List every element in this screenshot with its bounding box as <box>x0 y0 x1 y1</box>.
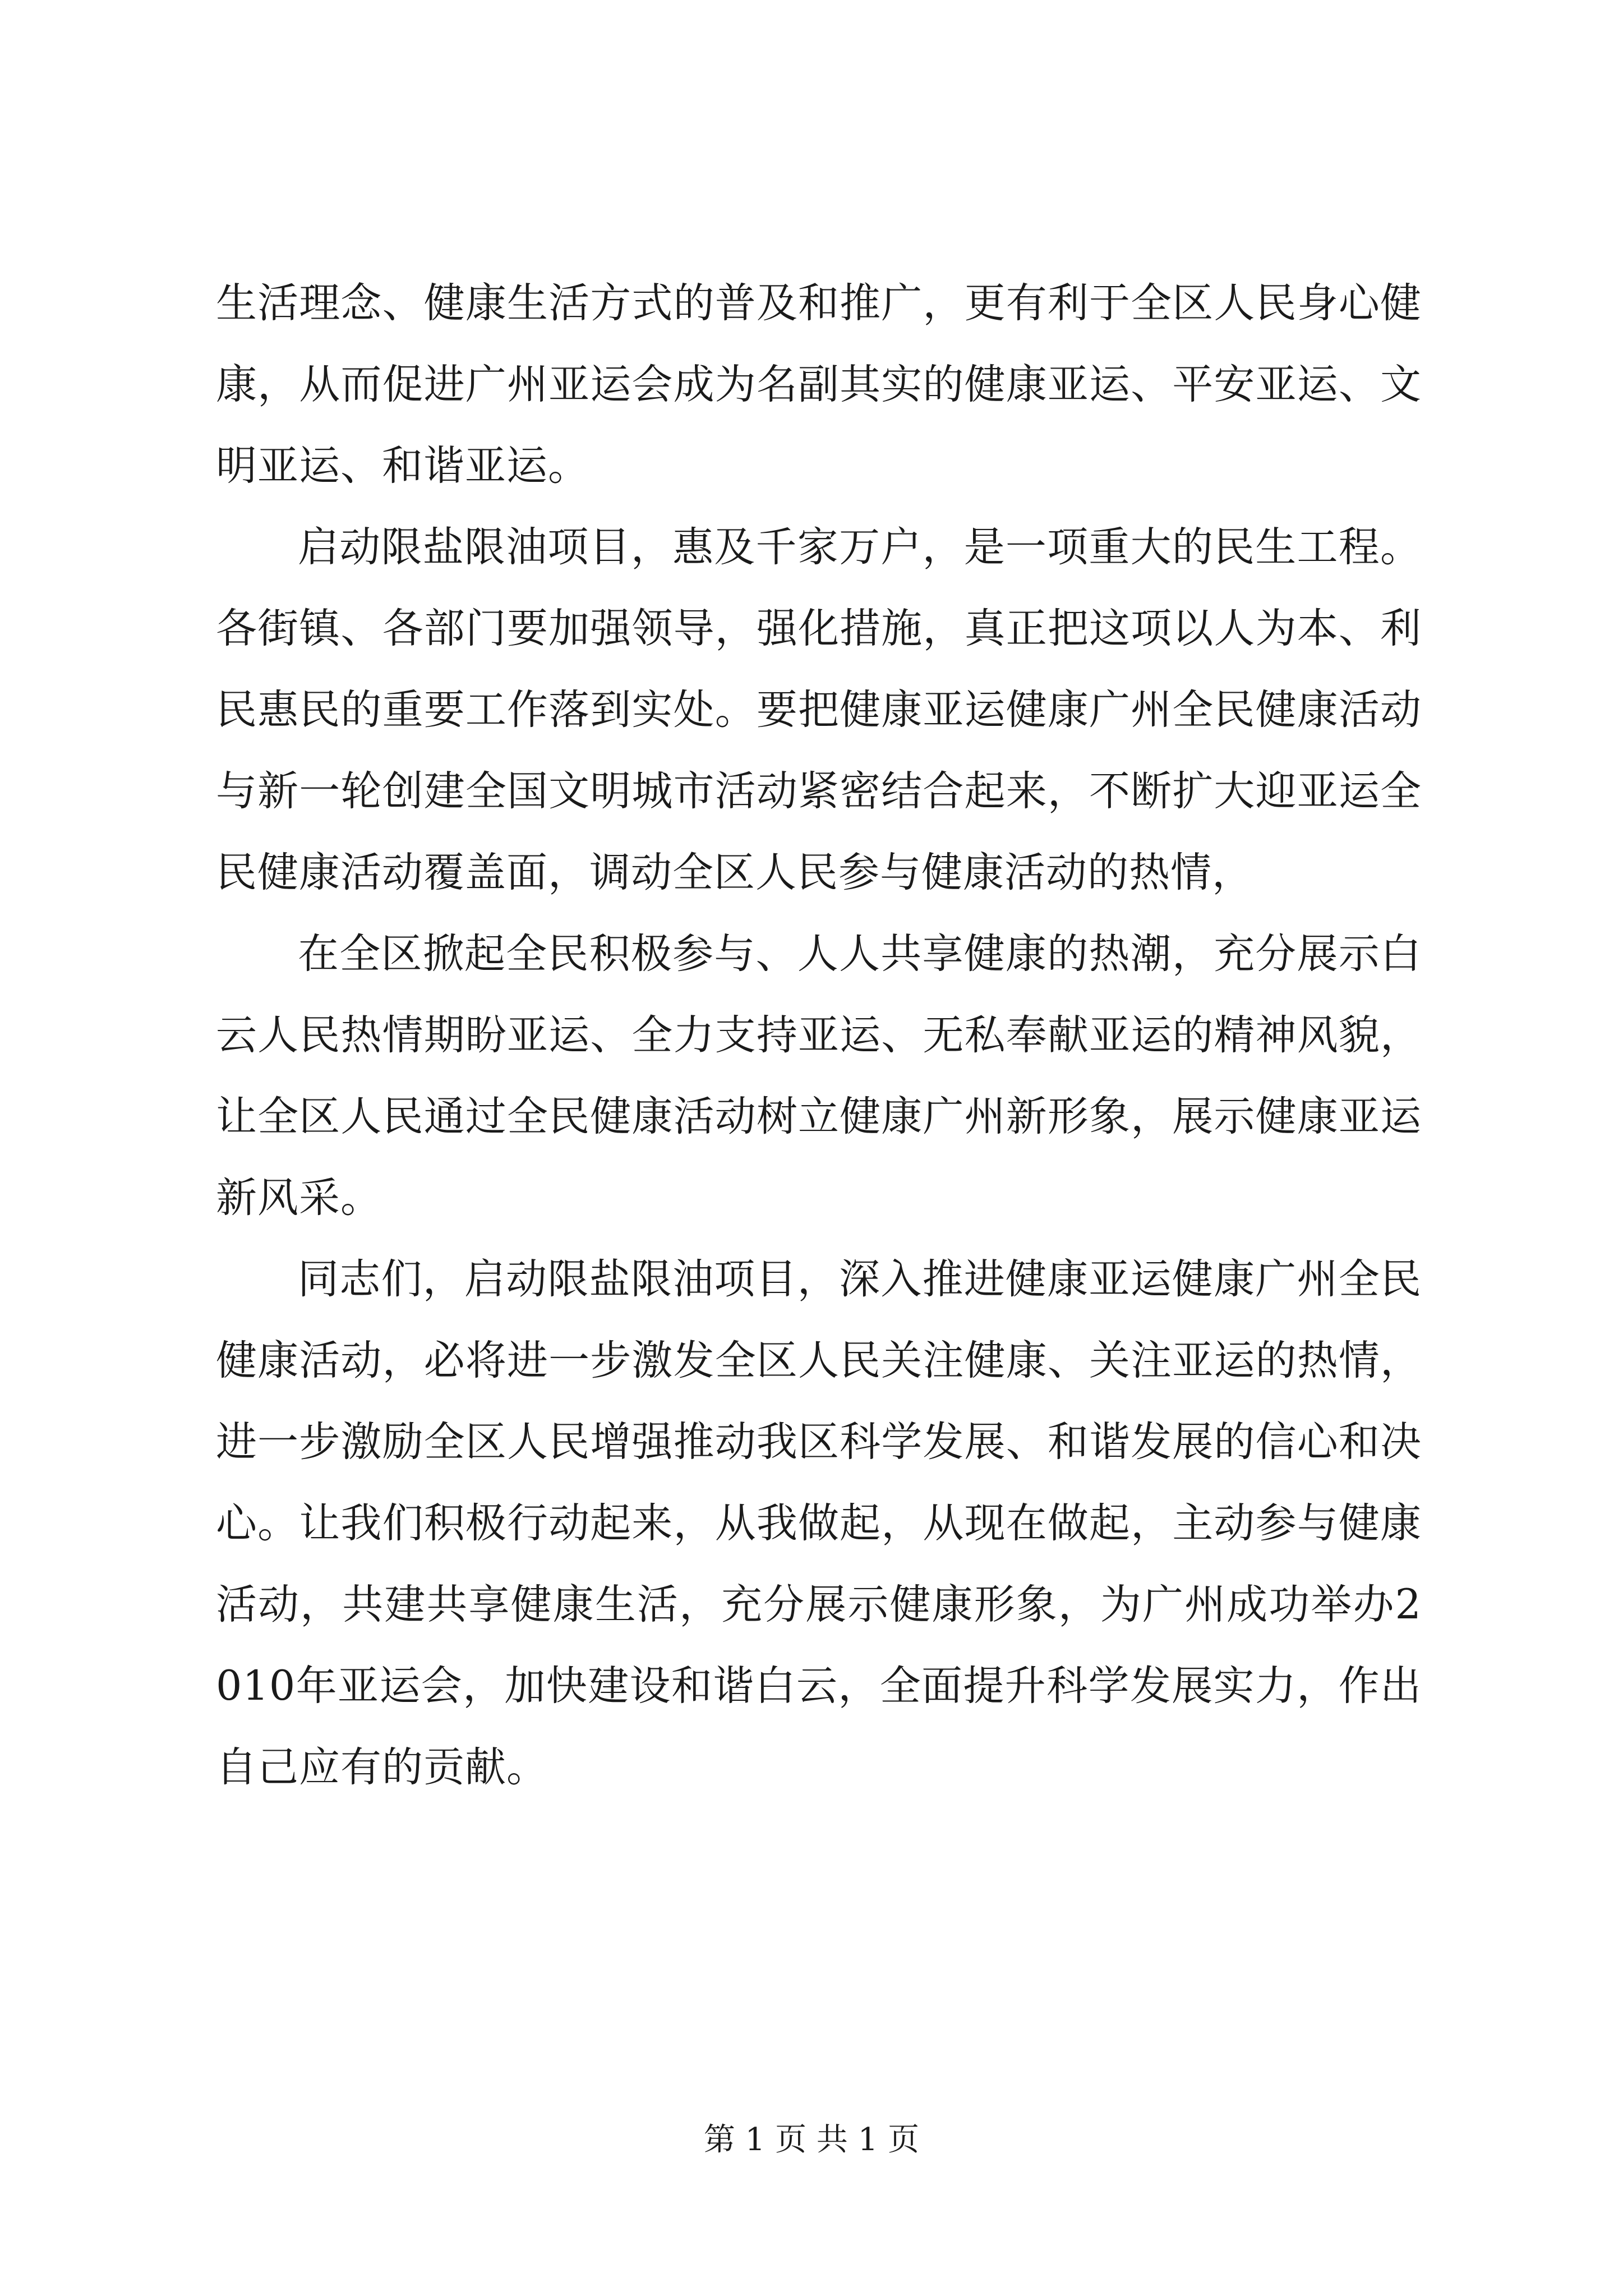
paragraph-4: 同志们，启动限盐限油项目，深入推进健康亚运健康广州全民健康活动，必将进一步激发全区人民关注健康、关注亚运的热情，进一步激励全区人民增强推动我区科学发展、和谐发展的信心和决心。让我们积极行动起来，从我做起，从现在做起，主动参与健康活动，共建共享健康生活，充分展示健康形象，为广州成功举办2010年亚运会，加快建设和谐白云，全面提升科学发展实力，作出自己应有的贡献。 <box>216 1255 1422 1791</box>
paragraph-2: 启动限盐限油项目，惠及千家万户，是一项重大的民生工程。各街镇、各部门要加强领导，强化措施，真正把这项以人为本、利民惠民的重要工作落到实处。要把健康亚运健康广州全民健康活动与新一轮创建全国文明城市活动紧密结合起来，不断扩大迎亚运全民健康活动覆盖面，调动全区人民参与健康活动的热情， <box>216 523 1422 896</box>
page-number-label: 第 1 页 共 1 页 <box>703 2122 920 2158</box>
page-footer <box>0 2118 1623 2162</box>
paragraph-1: 生活理念、健康生活方式的普及和推广，更有利于全区人民身心健康，从而促进广州亚运会成为名副其实的健康亚运、平安亚运、文明亚运、和谐亚运。 <box>216 279 1422 490</box>
document-body <box>216 263 1422 1808</box>
paragraph-3: 在全区掀起全民积极参与、人人共享健康的热潮，充分展示白云人民热情期盼亚运、全力支持亚运、无私奉献亚运的精神风貌，让全区人民通过全民健康活动树立健康广州新形象，展示健康亚运新风采。 <box>216 930 1422 1222</box>
